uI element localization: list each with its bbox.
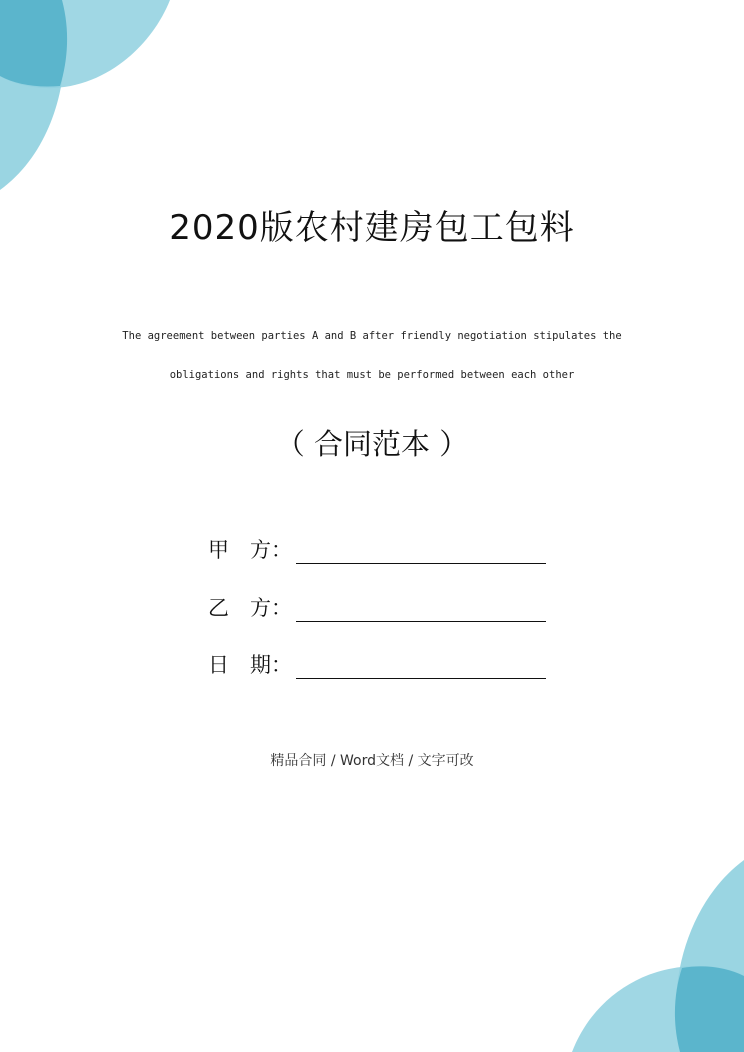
date-field — [208, 647, 546, 679]
top-left-overlap — [0, 0, 67, 87]
party-a-field — [208, 532, 546, 564]
bottom-right-overlap — [675, 966, 744, 1052]
party-b-label: 乙 方： — [208, 596, 292, 620]
party-b-field — [208, 590, 546, 622]
party-a-label: 甲 方： — [208, 538, 292, 562]
party-a-blank — [296, 537, 546, 564]
footer-note: 精品合同 / Word文档 / 文字可改 — [270, 753, 474, 769]
subtitle-line-2: obligations and rights that must be performed between each other — [169, 369, 575, 381]
party-b-blank — [296, 595, 546, 622]
date-blank — [296, 652, 546, 679]
document-type-label: （ 合同范本 ） — [275, 427, 469, 461]
date-label: 日 期： — [208, 653, 292, 677]
subtitle-line-1: The agreement between parties A and B after friendly negotiation stipulates the — [122, 330, 622, 342]
document-title: 2020版农村建房包工包料 — [169, 208, 575, 248]
